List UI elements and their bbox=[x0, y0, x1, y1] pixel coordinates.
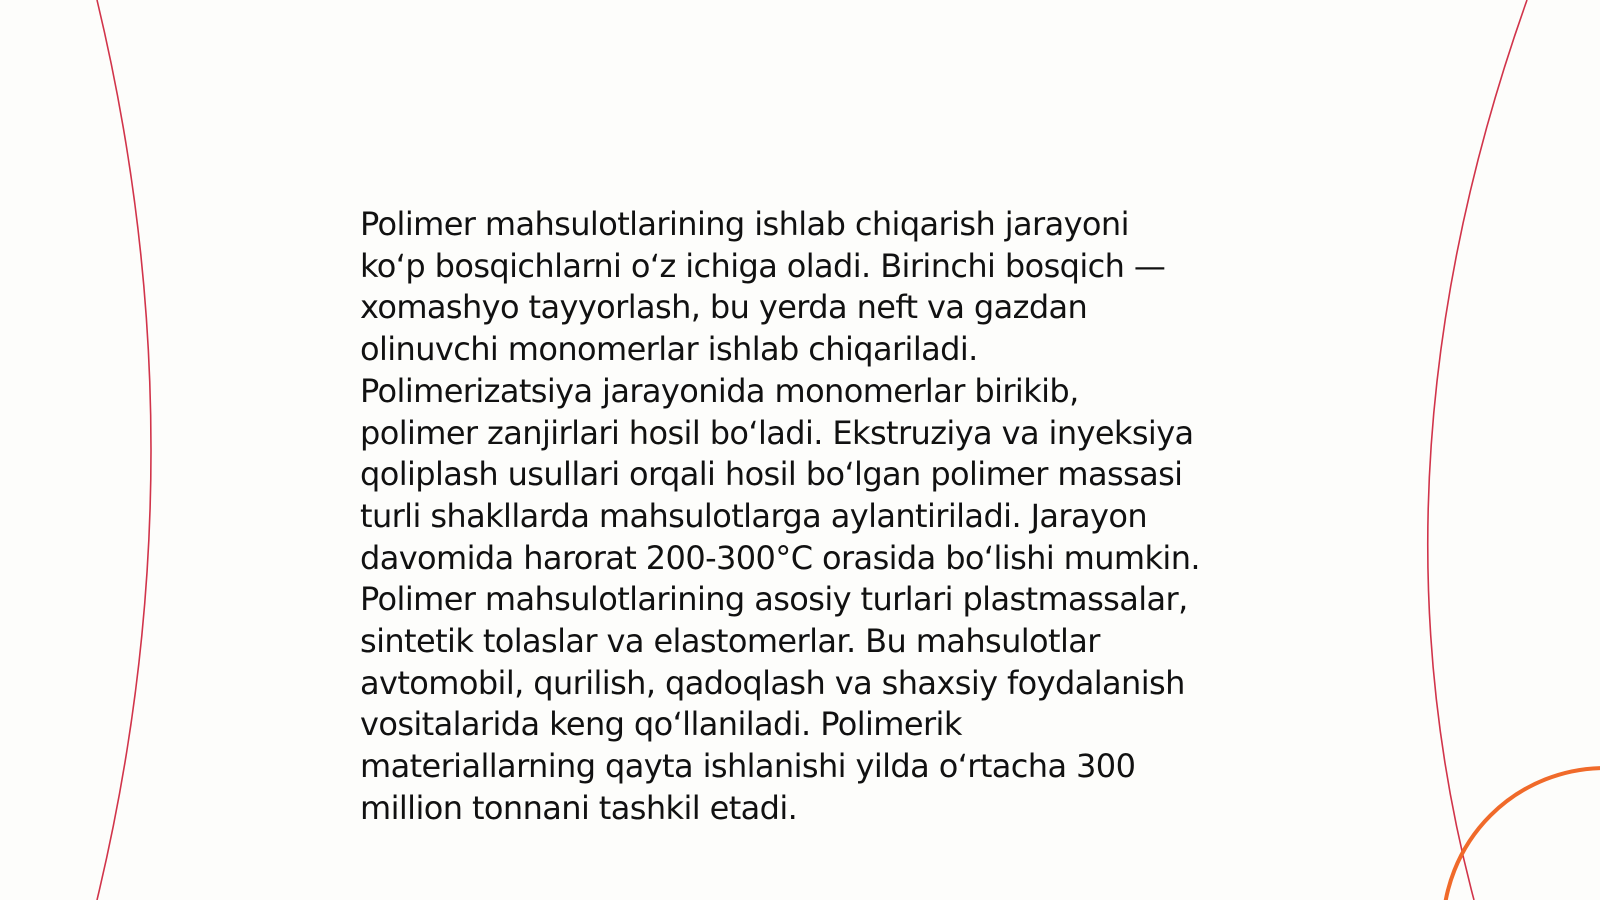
right-arc-decoration bbox=[1428, 0, 1527, 900]
orange-circle-decoration bbox=[1443, 768, 1600, 900]
slide-body-text: Polimer mahsulotlarining ishlab chiqarish jarayoni koʻp bosqichlarni oʻz ichiga oladi. Birinchi bosqich — xomashyo tayyorlash, bu yerda neft va gazdan olinuvchi monomerlar ishlab chiqariladi. Polimerizatsiya jarayonida monomerlar birikib, polimer zanjirlari hosil boʻladi. Ekstruziya va inyeksiya qoliplash usullari orqali hosil boʻlgan polimer massasi turli shakllarda mahsulotlarga aylantiriladi. Jarayon davomida harorat 200-300°C orasida boʻlishi mumkin. Polimer mahsulotlarining asosiy turlari plastmassalar, sintetik tolaslar va elastomerlar. Bu mahsulotlar avtomobil, qurilish, qadoqlash va shaxsiy foydalanish vositalarida keng qoʻllaniladi. Polimerik materiallarning qayta ishlanishi yilda oʻrtacha 300 million tonnani tashkil etadi. bbox=[360, 205, 1200, 827]
left-arc-decoration bbox=[97, 0, 151, 900]
